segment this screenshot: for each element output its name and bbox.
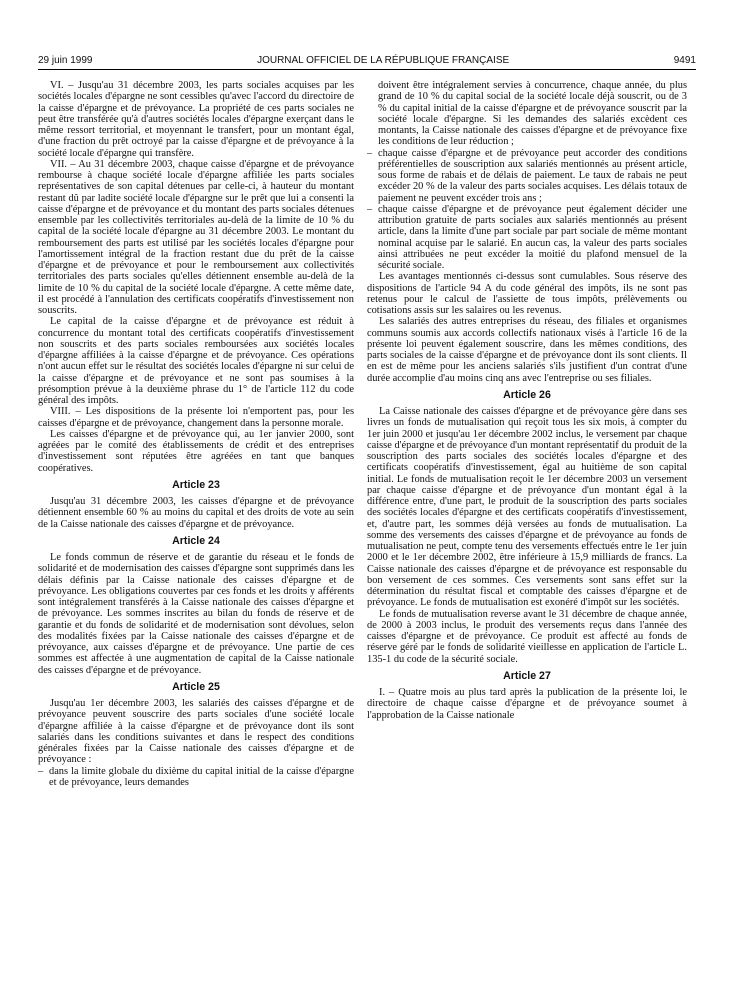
paragraph-salaries: Les salariés des autres entreprises du réseau, des filiales et organismes communs soumis aux accords collectifs nationaux visés à l'article 16 de la présente loi peuvent également souscrire, dans les mêmes conditions, des parts sociales de la caisse d'épargne et de prévoyance dont ils sont clients. Il en est de même pour les anciens salariés s'ils justifient d'un contrat d'une durée accomplie d'au moins cinq ans avec l'entreprise ou ses filiales. <box>367 316 687 384</box>
right-column <box>367 80 687 721</box>
page-number: 9491 <box>673 54 696 66</box>
paragraph-agrees: Les caisses d'épargne et de prévoyance qui, au 1er janvier 2000, sont agréées par le comité des établissements de crédit et des entreprises d'investissement sont réputées être agréées en tant que banques coopératives. <box>38 428 354 474</box>
header-rule <box>38 69 696 70</box>
article-25-list-cont <box>367 148 687 272</box>
list-item-continued: doivent être intégralement servies à concurrence, chaque année, du plus grand de 10 % du capital social de la société locale déjà souscrit, ou de 3 % du capital initial de la caisse d'épargne et de prévoyance souscrit par la société locale d'épargne. Si les demandes des salariés excèdent ces montants, la Caisse nationale des caisses d'épargne et de prévoyance fixe les conditions de leur réduction ; <box>378 80 687 148</box>
header-date: 29 juin 1999 <box>38 54 93 66</box>
article-25-list <box>38 766 354 789</box>
paragraph-viii: VIII. – Les dispositions de la présente loi n'emportent pas, pour les caisses d'épargne et de prévoyance, changement dans la personne morale. <box>38 406 354 429</box>
article-24-text: Le fonds commun de réserve et de garantie du réseau et le fonds de solidarité et de modernisation des caisses d'épargne sont supprimés dans les délais définis par la Caisse nationale des caisses d'épargne et de prévoyance. Les obligations couvertes par ces fonds et les droits y afférents sont intégralement transférés à la Caisse nationale des caisses d'épargne et de prévoyance. Les sommes inscrites au bilan du fonds de réserve et de garantie et du fonds de solidarité et de modernisation sont dévolues, selon des modalités fixées par la Caisse nationale des caisses d'épargne et de prévoyance, aux caisses d'épargne et de prévoyance. Une partie de ces sommes est affectée à une augmentation de capital de la Caisse nationale des caisses d'épargne et de prévoyance. <box>38 552 354 676</box>
paragraph-vii: VII. – Au 31 décembre 2003, chaque caisse d'épargne et de prévoyance rembourse à chaque société locale d'épargne affiliée les parts sociales représentatives de son capital détenues par celle-ci, à hauteur du montant restant dû par ladite société locale d'épargne sur le prêt que lui a consenti la caisse d'épargne et de prévoyance et du montant des parts sociales détenues ensemble par les collectivités territoriales au-delà de la limite de 10 % du capital de la société locale d'épargne au 31 décembre 2003. Le montant du remboursement des parts est utilisé par les sociétés locales d'épargne pour l'amortissement intégral de la fraction restant due du prêt de la caisse d'épargne et de prévoyance et pour le remboursement aux collectivités territoriales des parts sociales qu'elles détiennent ensemble au-delà de la limite de 10 % du capital de la société locale d'épargne. A cette même date, il est procédé à l'annulation des certificats coopératifs d'investissement non souscrits. <box>38 158 354 316</box>
list-item: – dans la limite globale du dixième du capital initial de la caisse d'épargne et de prévoyance, leurs demandes <box>38 766 354 789</box>
article-26-text-2: Le fonds de mutualisation reverse avant le 31 décembre de chaque année, de 2000 à 2003 inclus, le produit des versements reçus dans l'année des caisses d'épargne et de prévoyance. Ce produit est affecté au fonds de réserve géré par le fonds de solidarité vieillesse en application de l'article L. 135-1 du code de la sécurité sociale. <box>367 608 687 665</box>
paragraph-cumulables: Les avantages mentionnés ci-dessus sont cumulables. Sous réserve des dispositions de l'article 94 A du code général des impôts, ils ne sont pas retenus pour le calcul de l'assiette de tous impôts, prélèvements ou cotisations assis sur les salaires ou les revenus. <box>367 271 687 316</box>
article-27-text: I. – Quatre mois au plus tard après la publication de la présente loi, le directoire de chaque caisse d'épargne et de prévoyance soumet à l'approbation de la Caisse nationale <box>367 687 687 721</box>
page-header <box>38 52 696 68</box>
left-column <box>38 80 354 788</box>
article-23-text: Jusqu'au 31 décembre 2003, les caisses d'épargne et de prévoyance détiennent ensemble 60 % au moins du capital et des droits de vote au sein de la Caisse nationale des caisses d'épargne et de prévoyance. <box>38 496 354 530</box>
article-25-intro: Jusqu'au 1er décembre 2003, les salariés des caisses d'épargne et de prévoyance peuvent souscrire des parts sociales d'une société locale d'épargne affiliée à la caisse d'épargne et de prévoyance dont ils sont salariés dans les conditions suivantes et dans le respect des conditions générales fixées par la Caisse nationale des caisses d'épargne et de prévoyance : <box>38 698 354 766</box>
list-item: – chaque caisse d'épargne et de prévoyance peut également décider une attribution gratuite de parts sociales aux salariés mentionnés au présent article, dans la limite d'une part sociale par part sociale de même montant nominal acquise par le salarié. En aucun cas, la valeur des parts sociales ainsi attribuées ne peut excéder la moitié du plafond mensuel de la sécurité sociale. <box>367 204 687 272</box>
article-23-heading: Article 23 <box>172 478 220 491</box>
article-26-text: La Caisse nationale des caisses d'épargne et de prévoyance gère dans ses livres un fonds de mutualisation qui reçoit tous les six mois, à compter du 1er juin 2000 et jusqu'au 1er décembre 2002 inclus, le versement par chaque caisse d'épargne et de prévoyance d'un montant représentatif du produit de la souscription des parts sociales des sociétés locales d'épargne et des certificats coopératifs d'investissement, égal au huitième de son capital initial. Le fonds de mutualisation reçoit le 1er décembre 2003 un versement par chaque caisse d'épargne et de prévoyance d'un montant égal à la différence entre, d'une part, le produit de la souscription des parts sociales des sociétés locales d'épargne et des certificats coopératifs d'investissement, et, d'autre part, les sommes déjà versées au fonds de mutualisation. La somme des versements des caisses d'épargne et de prévoyance au fonds de mutualisation ne peut, compte tenu des versements effectués entre le 1er juin 2000 et le 1er décembre 2002, être inférieure à 15,9 milliards de francs. La Caisse nationale des caisses d'épargne et de prévoyance est responsable du bon versement de ces sommes. Ces versements sont sans effet sur la détermination du résultat fiscal et comptable des caisses d'épargne et de prévoyance. Le fonds de mutualisation est exonéré d'impôt sur les sociétés. <box>367 406 687 609</box>
article-25-heading: Article 25 <box>172 680 220 693</box>
journal-title: JOURNAL OFFICIEL DE LA RÉPUBLIQUE FRANÇAISE <box>257 54 510 66</box>
article-27-heading: Article 27 <box>503 669 551 682</box>
article-24-heading: Article 24 <box>172 534 220 547</box>
list-item: – chaque caisse d'épargne et de prévoyance peut accorder des conditions préférentielles de souscription aux salariés mentionnés au présent article, sous forme de rabais et de délais de paiement. Le taux de rabais ne peut excéder 20 % de la valeur des parts sociales acquises. Les délais totaux de paiement ne peuvent excéder trois ans ; <box>367 148 687 204</box>
paragraph-vi: VI. – Jusqu'au 31 décembre 2003, les parts sociales acquises par les sociétés locales d'épargne ne sont cessibles qu'avec l'accord du directoire de la caisse d'épargne et de prévoyance. La propriété de ces parts sociales ne peut être transférée qu'à d'autres sociétés locales d'épargne exerçant dans le même ressort territorial, et moyennant le transfert, pour un montant égal, d'une fraction du prêt octroyé par la caisse d'épargne et de prévoyance à la société locale d'épargne qui transfère. <box>38 80 354 159</box>
article-26-heading: Article 26 <box>503 388 551 401</box>
paragraph-capital: Le capital de la caisse d'épargne et de prévoyance est réduit à concurrence du montant total des certificats coopératifs d'investissement non souscrits et des parts sociales remboursées aux sociétés locales d'épargne affiliées à la caisse d'épargne et de prévoyance. Ces opérations n'ont aucun effet sur le résultat des sociétés locales d'épargne ni sur celui de la caisse d'épargne et de prévoyance et ne sont pas soumises à la présomption prévue à la deuxième phrase du 1° de l'article 112 du code général des impôts. <box>38 316 354 406</box>
